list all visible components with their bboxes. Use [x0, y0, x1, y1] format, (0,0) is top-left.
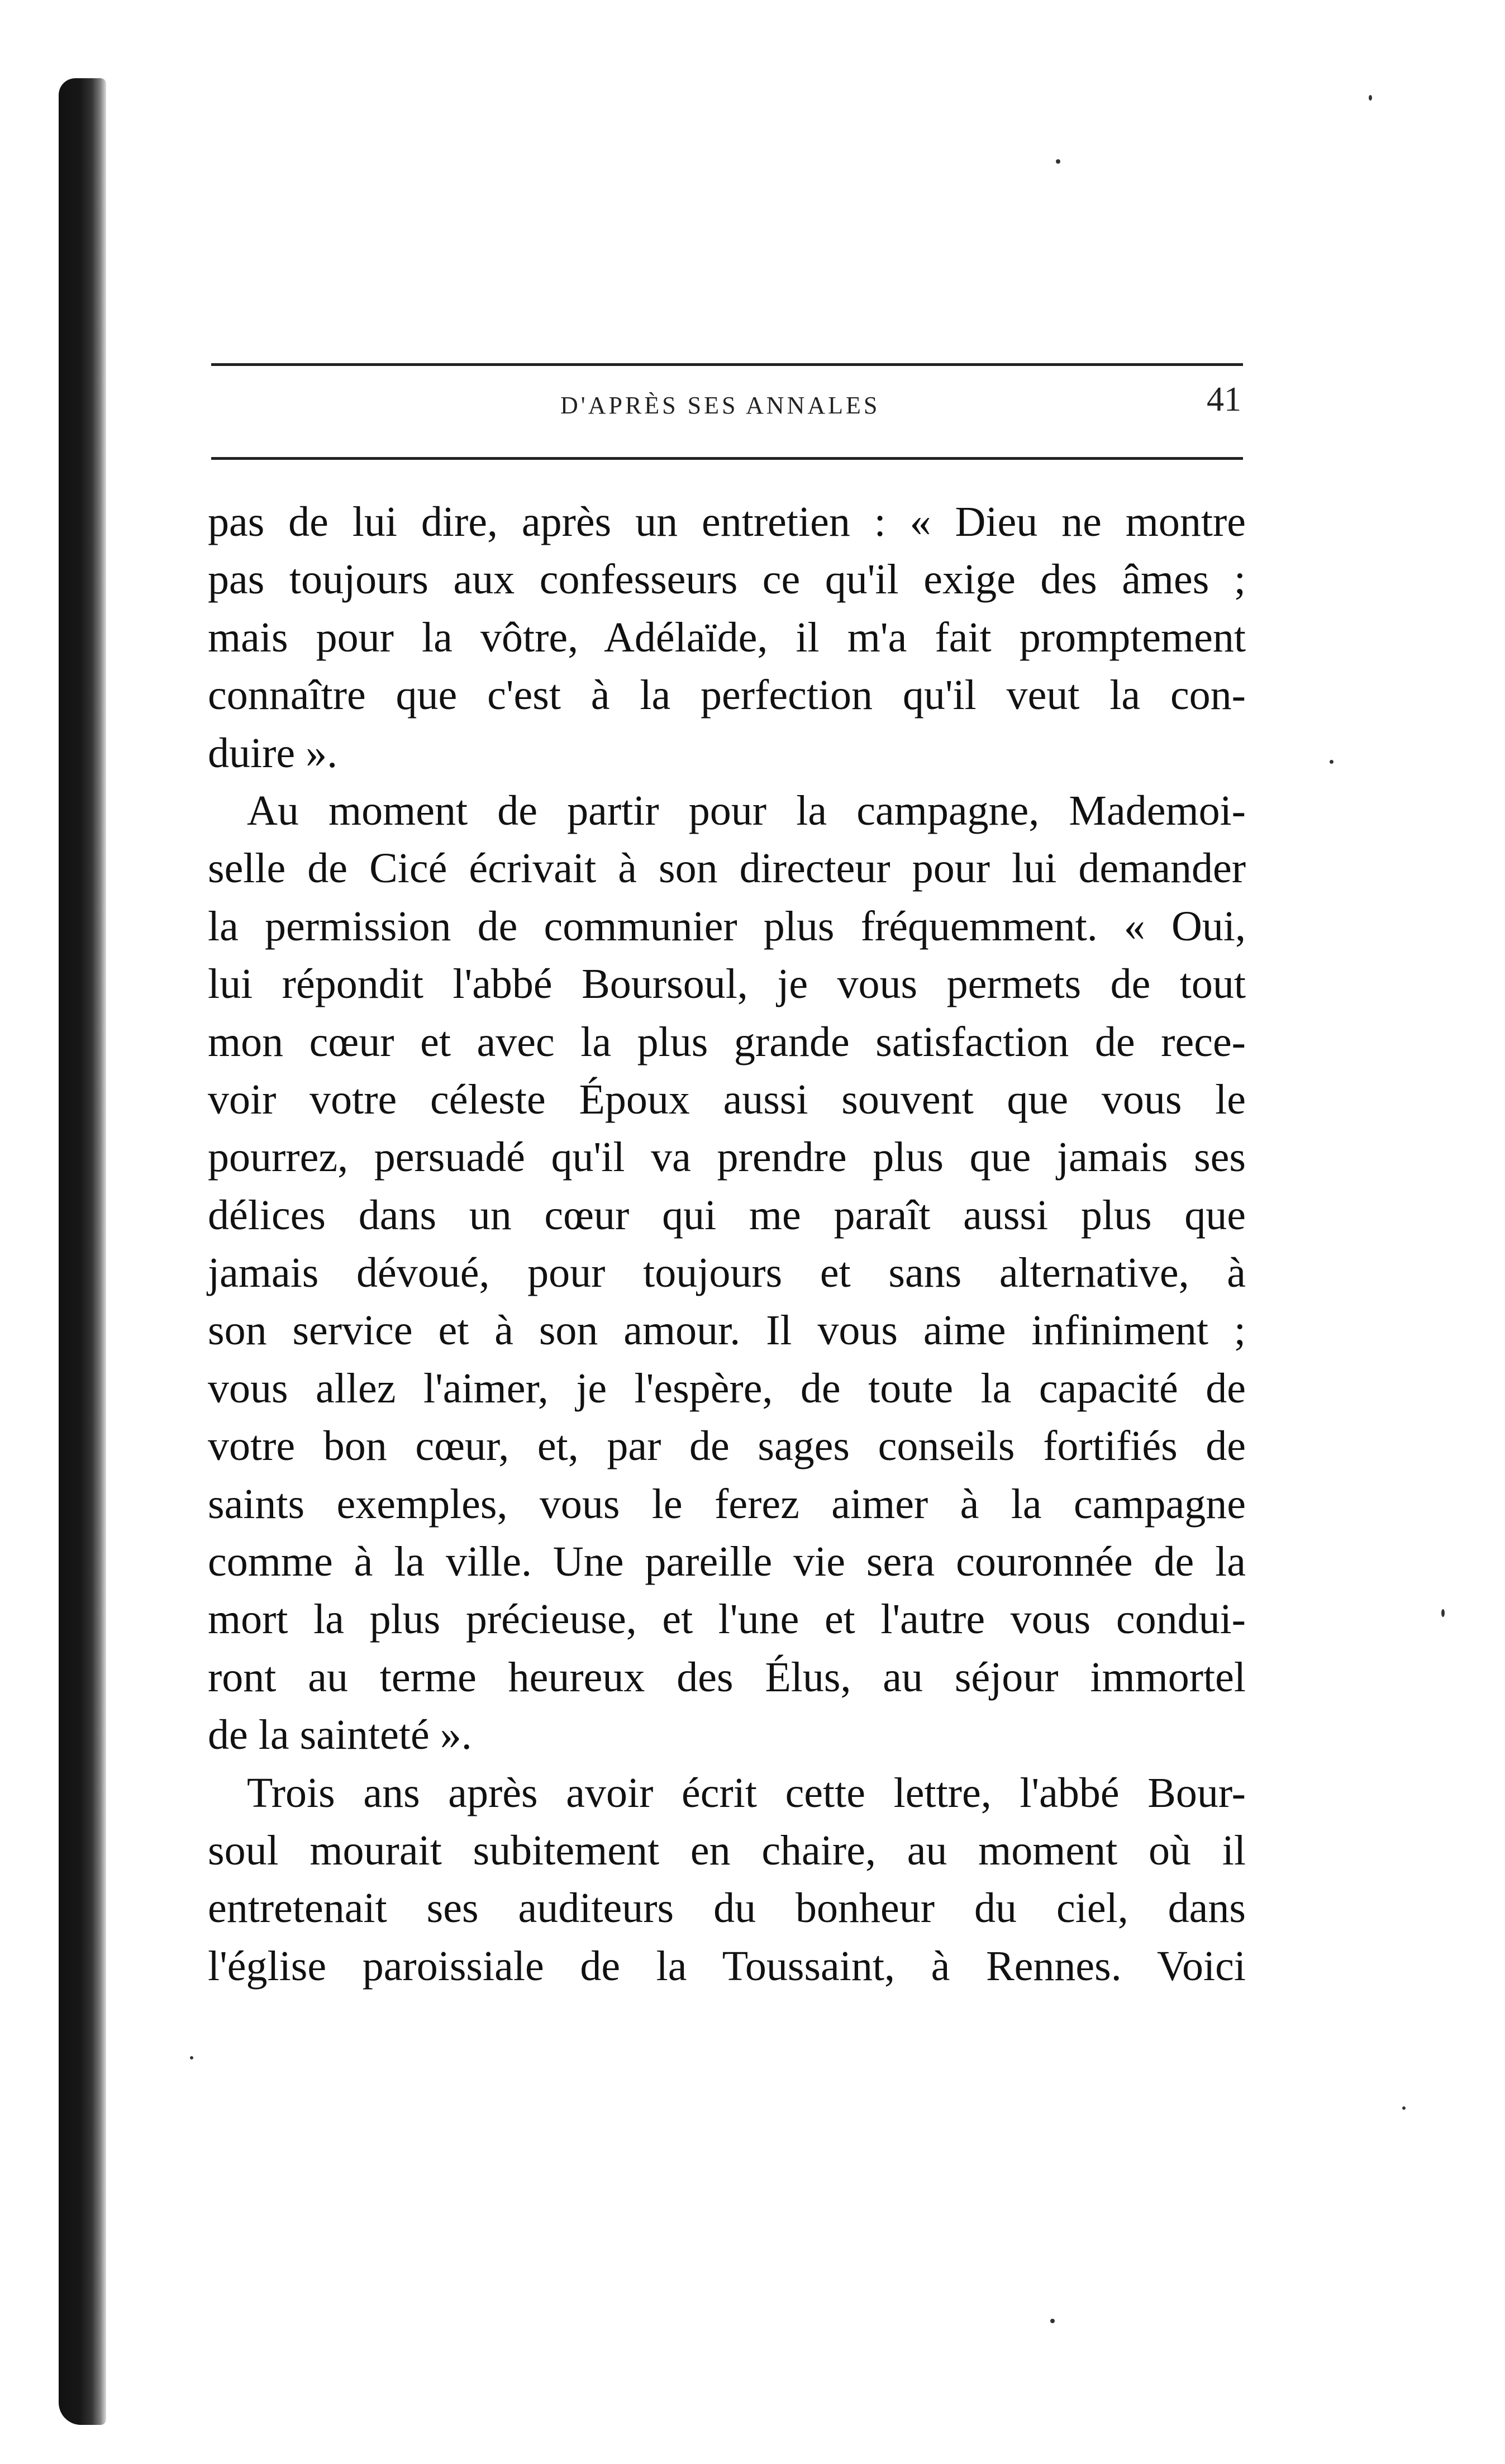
text-line: mort la plus précieuse, et l'une et l'autre vous condui-: [208, 1596, 1246, 1643]
text-line: voir votre céleste Époux aussi souvent que vous le: [208, 1076, 1246, 1123]
text-line: son service et à son amour. Il vous aime infiniment ;: [208, 1307, 1246, 1354]
scan-speck: [1441, 1609, 1445, 1617]
text-line: délices dans un cœur qui me paraît aussi plus que: [208, 1191, 1246, 1239]
text-line: la permission de communier plus fréquemment. « Oui,: [208, 902, 1246, 950]
page-body: [208, 493, 1246, 1995]
text-line: entretenait ses auditeurs du bonheur du ciel, dans: [208, 1885, 1246, 1932]
scan-speck: [1369, 95, 1372, 101]
page-number: 41: [1207, 380, 1241, 418]
text-line: votre bon cœur, et, par de sages conseils fortifiés de: [208, 1423, 1246, 1470]
scan-speck: [1402, 2106, 1406, 2110]
header-rule-top: [211, 363, 1243, 366]
text-line: de la sainteté ».: [208, 1711, 472, 1759]
paragraph-start: Au moment de partir pour la campagne, Mademoi-: [247, 787, 1246, 834]
text-line: vous allez l'aimer, je l'espère, de toute la capacité de: [208, 1364, 1246, 1412]
book-spine-shadow: [59, 78, 106, 2425]
scan-speck: [1330, 760, 1333, 764]
paragraph-start: Trois ans après avoir écrit cette lettre, l'abbé Bour-: [247, 1769, 1246, 1816]
text-line: duire ».: [208, 729, 338, 777]
scan-speck: [1050, 2319, 1055, 2323]
text-line: soul mourait subitement en chaire, au moment où il: [208, 1826, 1246, 1874]
text-line: ront au terme heureux des Élus, au séjour immortel: [208, 1653, 1246, 1701]
text-line: pourrez, persuadé qu'il va prendre plus que jamais ses: [208, 1134, 1246, 1181]
text-line: comme à la ville. Une pareille vie sera couronnée de la: [208, 1538, 1246, 1586]
header-rule-bottom: [211, 457, 1243, 460]
text-line: l'église paroissiale de la Toussaint, à Rennes. Voici: [208, 1942, 1246, 1990]
running-header: D'APRÈS SES ANNALES: [560, 392, 880, 419]
text-line: saints exemples, vous le ferez aimer à la campagne: [208, 1480, 1246, 1528]
text-line: selle de Cicé écrivait à son directeur pour lui demander: [208, 845, 1246, 892]
text-line: jamais dévoué, pour toujours et sans alternative, à: [208, 1249, 1246, 1297]
text-line: pas toujours aux confesseurs ce qu'il exige des âmes ;: [208, 556, 1246, 603]
text-line: connaître que c'est à la perfection qu'il veut la con-: [208, 672, 1246, 719]
text-line: mon cœur et avec la plus grande satisfaction de rece-: [208, 1018, 1246, 1065]
scan-speck: [190, 2056, 193, 2059]
scan-speck: [1056, 159, 1060, 164]
text-line: mais pour la vôtre, Adélaïde, il m'a fait promptement: [208, 613, 1246, 661]
text-line: pas de lui dire, après un entretien : « Dieu ne montre: [208, 498, 1246, 545]
text-line: lui répondit l'abbé Boursoul, je vous permets de tout: [208, 960, 1246, 1008]
